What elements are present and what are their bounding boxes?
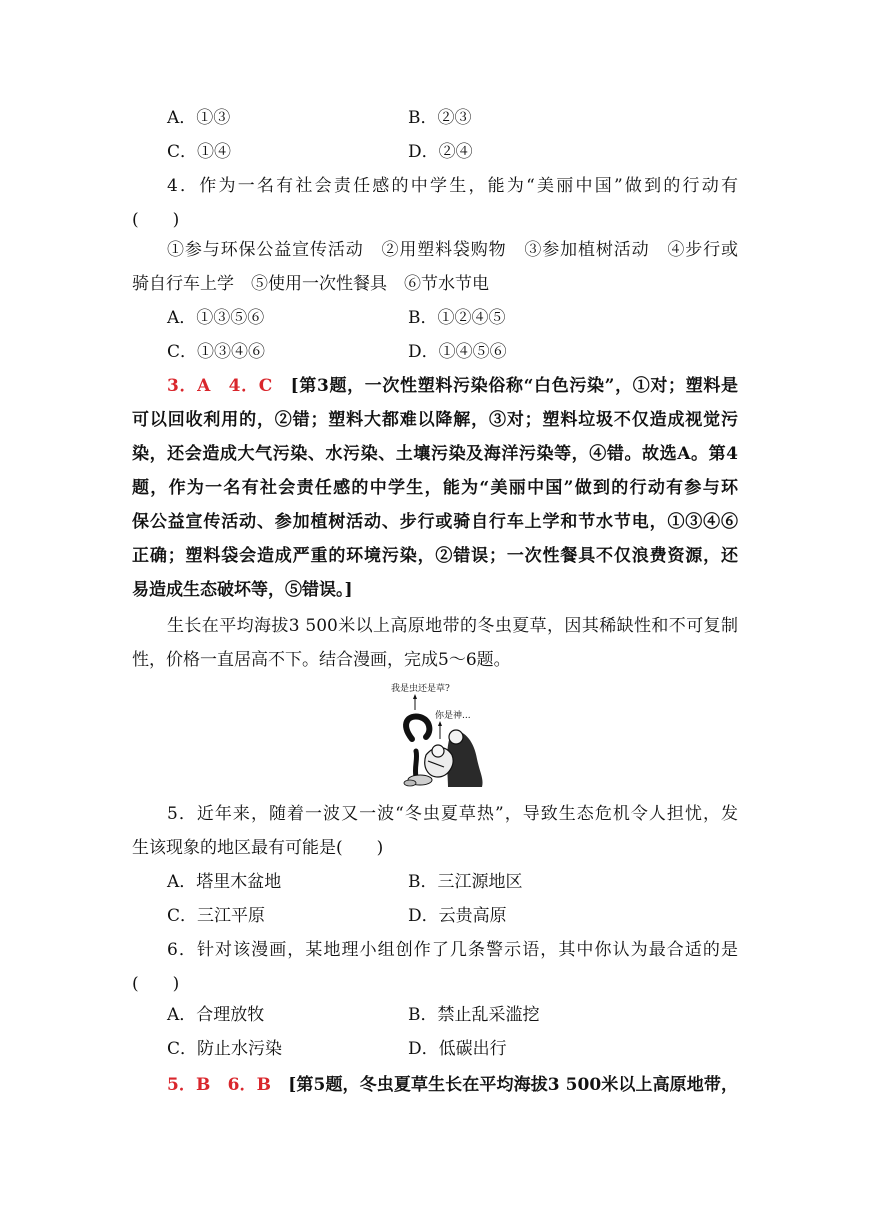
cordyceps-cartoon xyxy=(382,679,488,789)
q4-option-c: C．①③④⑥ xyxy=(167,342,266,362)
q4-stem-bracket: ( ) xyxy=(132,210,180,230)
intro-56-line1: 生长在平均海拔3 500米以上高原地带的冬虫夏草，因其稀缺性和不可复制 xyxy=(167,616,738,636)
q4-option-a: A．①③⑤⑥ xyxy=(167,308,265,328)
answer-34-line4: 题，作为一名有社会责任感的中学生，能为“美丽中国”做到的行动有参与环 xyxy=(132,478,738,498)
intro-56-line2: 性，价格一直居高不下。结合漫画，完成5～6题。 xyxy=(132,650,511,670)
q5-option-b: B．三江源地区 xyxy=(408,872,523,892)
q3-option-a: A．①③ xyxy=(167,108,231,128)
q5-stem: 5．近年来，随着一波又一波“冬虫夏草热”，导致生态危机令人担忧，发 xyxy=(167,804,738,824)
q3-option-c: C．①④ xyxy=(167,142,232,162)
q5-option-c: C．三江平原 xyxy=(167,906,266,926)
caption-pointer-arrow-2 xyxy=(438,721,442,726)
q5-option-d: D．云贵高原 xyxy=(408,906,507,926)
q6-option-a: A．合理放牧 xyxy=(167,1005,265,1025)
kneeling-head-icon xyxy=(432,745,444,757)
soil-clod-icon xyxy=(404,780,416,786)
q6-stem-bracket: ( ) xyxy=(132,974,180,994)
q3-option-d: D．②④ xyxy=(408,142,473,162)
answer-34-line1: 3．A 4．C [第3题，一次性塑料污染俗称“白色污染”，①对；塑料是 xyxy=(167,376,738,396)
caption-pointer-arrow xyxy=(413,694,417,699)
answer-34-line5: 保公益宣传活动、参加植树活动、步行或骑自行车上学和节水节电，①③④⑥ xyxy=(132,512,738,532)
person-head-icon xyxy=(449,730,463,744)
q6-option-d: D．低碳出行 xyxy=(408,1039,507,1059)
q4-stem: 4．作为一名有社会责任感的中学生，能为“美丽中国”做到的行动有 xyxy=(167,176,738,196)
q3-option-b: B．②③ xyxy=(408,108,472,128)
q4-items: ①参与环保公益宣传活动 ②用塑料袋购物 ③参加植树活动 ④步行或 xyxy=(167,240,738,260)
answer-34-line2: 可以回收利用的，②错；塑料大都难以降解，③对；塑料垃圾不仅造成视觉污 xyxy=(132,410,738,430)
q4-option-d: D．①④⑤⑥ xyxy=(408,342,507,362)
cordyceps-stem-icon xyxy=(415,751,416,777)
q6-option-b: B．禁止乱采滥挖 xyxy=(408,1005,540,1025)
answer-34-line7: 易造成生态破坏等，⑤错误。] xyxy=(132,580,353,600)
q4-items-cont: 骑自行车上学 ⑤使用一次性餐具 ⑥节水节电 xyxy=(132,274,489,294)
answer-34-line3: 染，还会造成大气污染、水污染、土壤污染及海洋污染等，④错。故选A。第4 xyxy=(132,444,738,464)
q6-option-c: C．防止水污染 xyxy=(167,1039,283,1059)
answer-34-key: 3．A 4．C xyxy=(167,376,273,396)
q5-stem-cont: 生该现象的地区最有可能是( ) xyxy=(132,838,384,858)
cartoon-caption-person: 你是神... xyxy=(435,711,471,721)
answer-34-line6: 正确；塑料袋会造成严重的环境污染，②错误；一次性餐具不仅浪费资源，还 xyxy=(132,546,738,566)
cordyceps-worm-icon xyxy=(406,716,429,739)
q4-option-b: B．①②④⑤ xyxy=(408,308,506,328)
answer-56-line1: 5．B 6．B [第5题，冬虫夏草生长在平均海拔3 500米以上高原地带， xyxy=(167,1075,738,1095)
q6-stem: 6．针对该漫画，某地理小组创作了几条警示语，其中你认为最合适的是 xyxy=(167,940,738,960)
q5-option-a: A．塔里木盆地 xyxy=(167,872,282,892)
cartoon-caption-worm: 我是虫还是草? xyxy=(391,684,450,694)
answer-56-key: 5．B 6．B xyxy=(167,1075,272,1095)
